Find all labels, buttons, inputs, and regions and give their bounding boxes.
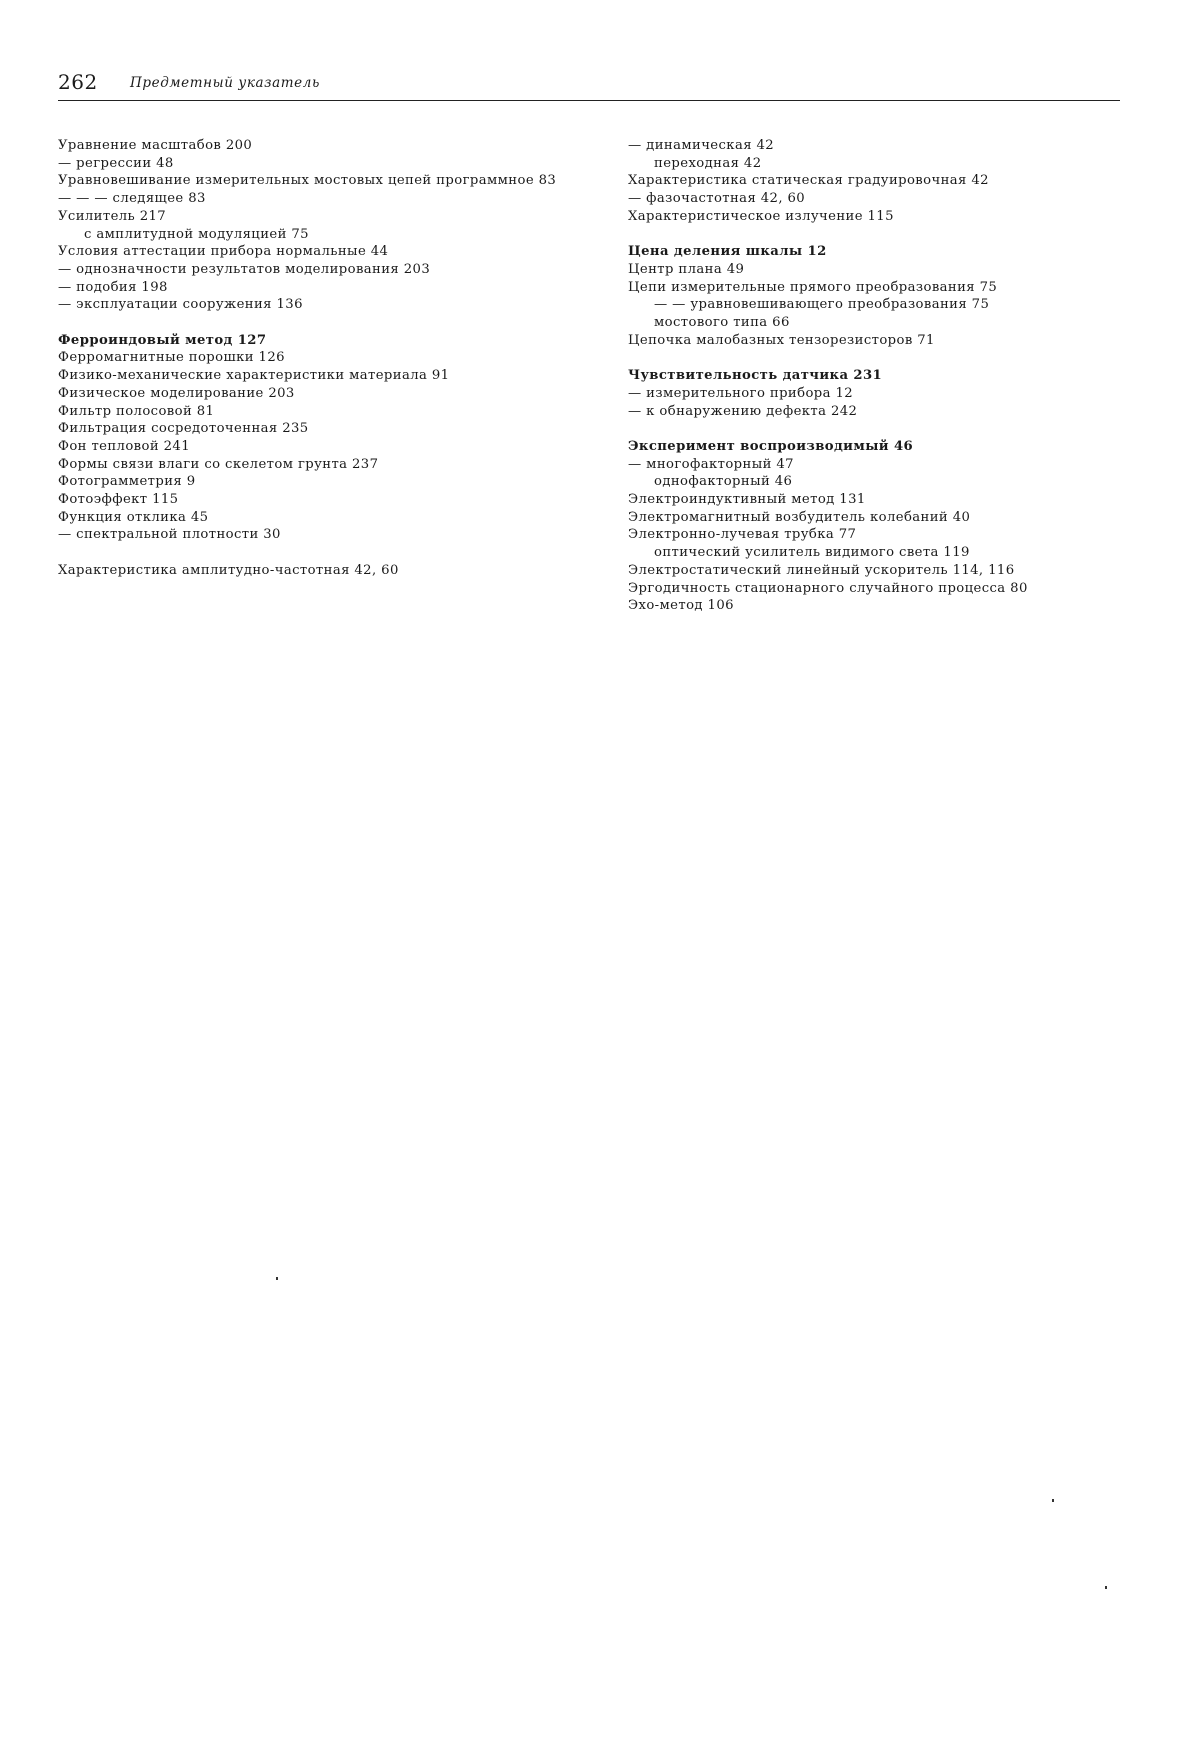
index-entry: Формы связи влаги со скелетом грунта 237 xyxy=(58,456,379,472)
index-entry: — регрессии 48 xyxy=(58,155,174,171)
index-entry: Электромагнитный возбудитель колебаний 40 xyxy=(628,509,971,525)
index-entry: Цепи измерительные прямого преобразования 75 xyxy=(628,279,998,295)
index-entry: — однозначности результатов моделирования 203 xyxy=(58,261,431,277)
index-entry: переходная 42 xyxy=(654,155,762,171)
index-entry: однофакторный 46 xyxy=(654,474,793,490)
index-entry: Центр плана 49 xyxy=(628,261,745,277)
running-title: Предметный указатель xyxy=(130,75,320,91)
index-entry: Эксперимент воспроизводимый 46 xyxy=(628,438,914,454)
index-entry: Фотоэффект 115 xyxy=(58,492,179,508)
index-entry: Электростатический линейный ускоритель 114, 116 xyxy=(628,562,1015,578)
index-entry: мостового типа 66 xyxy=(654,315,790,331)
index-entry: Эхо-метод 106 xyxy=(628,598,734,614)
scan-speck xyxy=(1052,1499,1054,1502)
index-entry: Электронно-лучевая трубка 77 xyxy=(628,527,857,543)
index-entry: Фотограмметрия 9 xyxy=(58,474,196,490)
index-entry: с амплитудной модуляцией 75 xyxy=(84,226,309,242)
index-entry: оптический усилитель видимого света 119 xyxy=(654,545,970,561)
index-entry: Условия аттестации прибора нормальные 44 xyxy=(58,244,389,260)
index-column-left xyxy=(58,137,598,580)
entry-gap xyxy=(58,314,598,332)
entry-gap xyxy=(58,544,598,562)
index-entry: — подобия 198 xyxy=(58,279,168,295)
index-entry: Чувствительность датчика 231 xyxy=(628,368,883,384)
page-number: 262 xyxy=(58,70,98,94)
entry-gap xyxy=(628,349,1168,367)
index-entry: — многофакторный 47 xyxy=(628,456,794,472)
index-entry: Фильтрация сосредоточенная 235 xyxy=(58,421,309,437)
index-entry: Характеристика амплитудно-частотная 42, 60 xyxy=(58,562,399,578)
index-entry: Усилитель 217 xyxy=(58,208,167,224)
index-entry: — к обнаружению дефекта 242 xyxy=(628,403,858,419)
index-entry: Характеристическое излучение 115 xyxy=(628,208,894,224)
index-entry: Ферромагнитные порошки 126 xyxy=(58,350,285,366)
index-entry: Уравновешивание измерительных мостовых цепей программное 83 xyxy=(58,173,557,189)
index-entry: Ферроиндовый метод 127 xyxy=(58,332,267,348)
index-entry: Эргодичность стационарного случайного процесса 80 xyxy=(628,580,1028,596)
index-entry: — эксплуатации сооружения 136 xyxy=(58,297,303,313)
index-entry: — динамическая 42 xyxy=(628,138,775,153)
scan-speck xyxy=(276,1277,278,1280)
page-header xyxy=(58,70,1120,104)
index-entry: Электроиндуктивный метод 131 xyxy=(628,492,866,508)
index-entry: Цепочка малобазных тензорезисторов 71 xyxy=(628,332,935,348)
index-column-right xyxy=(628,137,1168,615)
entry-gap xyxy=(628,420,1168,438)
entry-gap xyxy=(628,226,1168,244)
index-entry: Характеристика статическая градуировочная 42 xyxy=(628,173,989,189)
index-entry: Фильтр полосовой 81 xyxy=(58,403,215,419)
index-entry: — — уравновешивающего преобразования 75 xyxy=(654,297,990,313)
header-rule xyxy=(58,100,1120,101)
index-entry: Физическое моделирование 203 xyxy=(58,385,295,401)
scan-speck xyxy=(1105,1586,1107,1589)
index-entry: Уравнение масштабов 200 xyxy=(58,138,253,153)
index-entry: — — — следящее 83 xyxy=(58,191,206,207)
index-entry: Фон тепловой 241 xyxy=(58,438,190,454)
index-entry: Функция отклика 45 xyxy=(58,509,209,525)
index-entry: Физико-механические характеристики материала 91 xyxy=(58,368,450,384)
index-entry: Цена деления шкалы 12 xyxy=(628,244,827,260)
index-entry: — фазочастотная 42, 60 xyxy=(628,191,806,207)
index-entry: — измерительного прибора 12 xyxy=(628,385,854,401)
index-entry: — спектральной плотности 30 xyxy=(58,527,281,543)
